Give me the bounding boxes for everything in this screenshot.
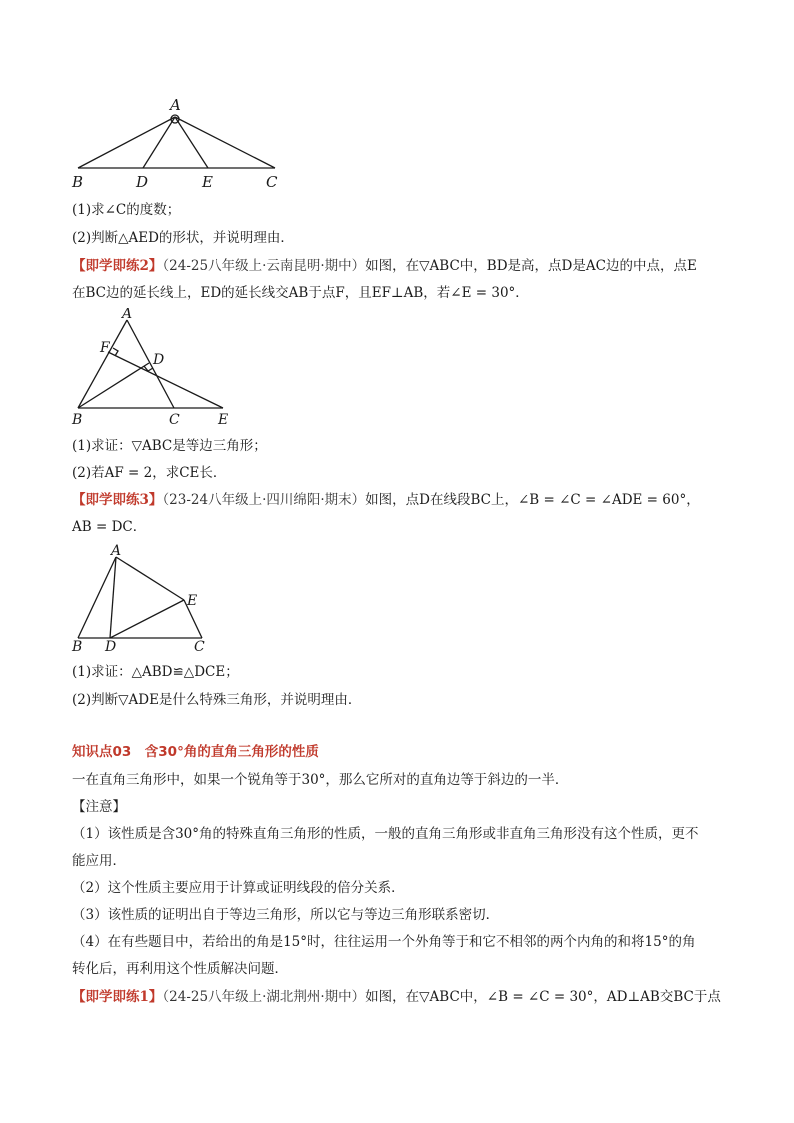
- practice1b-source: （24-25八年级上·湖北荆州·期中）: [162, 989, 366, 1005]
- practice1b-text: 如图，在▽ABC中，∠B = ∠C = 30°，AD⊥AB交BC于点: [365, 989, 721, 1005]
- label-d: D: [105, 639, 117, 655]
- figure-triangle-abdec: [70, 95, 290, 195]
- practice3-q2: (2)判断▽ADE是什么特殊三角形，并说明理由．: [72, 692, 362, 708]
- label-a: A: [170, 96, 181, 114]
- figure-triangle-abc-fde: [70, 308, 240, 433]
- practice3-source: （23-24八年级上·四川绵阳·期末）: [162, 492, 366, 508]
- knowledge-heading: 知识点03 含30°角的直角三角形的性质: [72, 744, 319, 760]
- practice3-q1: (1)求证：△ABD≌△DCE；: [72, 664, 239, 680]
- segment-ae: [116, 557, 184, 600]
- label-a: A: [111, 543, 122, 559]
- segment-bd: [78, 363, 149, 408]
- label-f: F: [100, 340, 110, 356]
- practice3-tag: 【即学即练3】: [72, 492, 163, 508]
- note3: （3）该性质的证明出自于等边三角形，所以它与等边三角形联系密切．: [72, 907, 500, 923]
- knowledge-statement: 一在直角三角形中，如果一个锐角等于30°，那么它所对的直角边等于斜边的一半．: [72, 772, 569, 788]
- question-2: (2)判断△AED的形状，并说明理由．: [72, 230, 294, 246]
- segment-ad: [143, 117, 175, 168]
- segment-de: [110, 600, 184, 638]
- label-c: C: [169, 412, 180, 428]
- practice2-source: （24-25八年级上·云南昆明·期中）: [162, 258, 366, 274]
- question-1: (1)求∠C的度数；: [72, 202, 181, 218]
- practice2-q2: (2)若AF = 2，求CE长．: [72, 465, 227, 481]
- label-c: C: [194, 639, 205, 655]
- practice2-line1: [72, 256, 697, 276]
- note-title: 【注意】: [72, 799, 126, 815]
- practice3-line1: [72, 490, 700, 510]
- note2: （2）这个性质主要应用于计算或证明线段的倍分关系．: [72, 880, 405, 896]
- note4-line2: 转化后，再利用这个性质解决问题．: [72, 961, 288, 977]
- segment-ae: [175, 117, 208, 168]
- label-b: B: [72, 173, 84, 191]
- segment-fe: [108, 352, 223, 408]
- label-c: C: [266, 173, 278, 191]
- practice2-line2: 在BC边的延长线上，ED的延长线交AB于点F，且EF⊥AB，若∠E = 30°．: [72, 285, 529, 301]
- note1-line1: （1）该性质是含30°角的特殊直角三角形的性质，一般的直角三角形或非直角三角形没有这个性质，更不: [72, 826, 699, 842]
- practice3-text1: 如图，点D在线段BC上，∠B = ∠C = ∠ADE = 60°，: [365, 492, 700, 508]
- segment-ab: [78, 320, 127, 408]
- practice2-q1: (1)求证：▽ABC是等边三角形；: [72, 438, 267, 454]
- note1-line2: 能应用．: [72, 853, 126, 869]
- segment-ac: [175, 117, 275, 168]
- practice1b-tag: 【即学即练1】: [72, 989, 163, 1005]
- label-a: A: [122, 308, 133, 322]
- label-d: D: [153, 352, 165, 368]
- note4-line1: （4）在有些题目中，若给出的角是15°时，往往运用一个外角等于和它不相邻的两个内角的和将15°的角: [72, 934, 696, 950]
- label-e: E: [218, 412, 229, 428]
- segment-ab: [78, 117, 175, 168]
- label-e: E: [187, 593, 198, 609]
- practice1b-line: [72, 987, 721, 1007]
- figure-triangle-ade: [70, 543, 220, 658]
- label-b: B: [72, 412, 83, 428]
- practice3-line2: AB = DC．: [72, 519, 147, 535]
- practice2-text1: 如图，在▽ABC中，BD是高，点D是AC边的中点，点E: [365, 258, 697, 274]
- label-d: D: [136, 173, 149, 191]
- label-e: E: [202, 173, 213, 191]
- label-b: B: [72, 639, 83, 655]
- practice2-tag: 【即学即练2】: [72, 258, 163, 274]
